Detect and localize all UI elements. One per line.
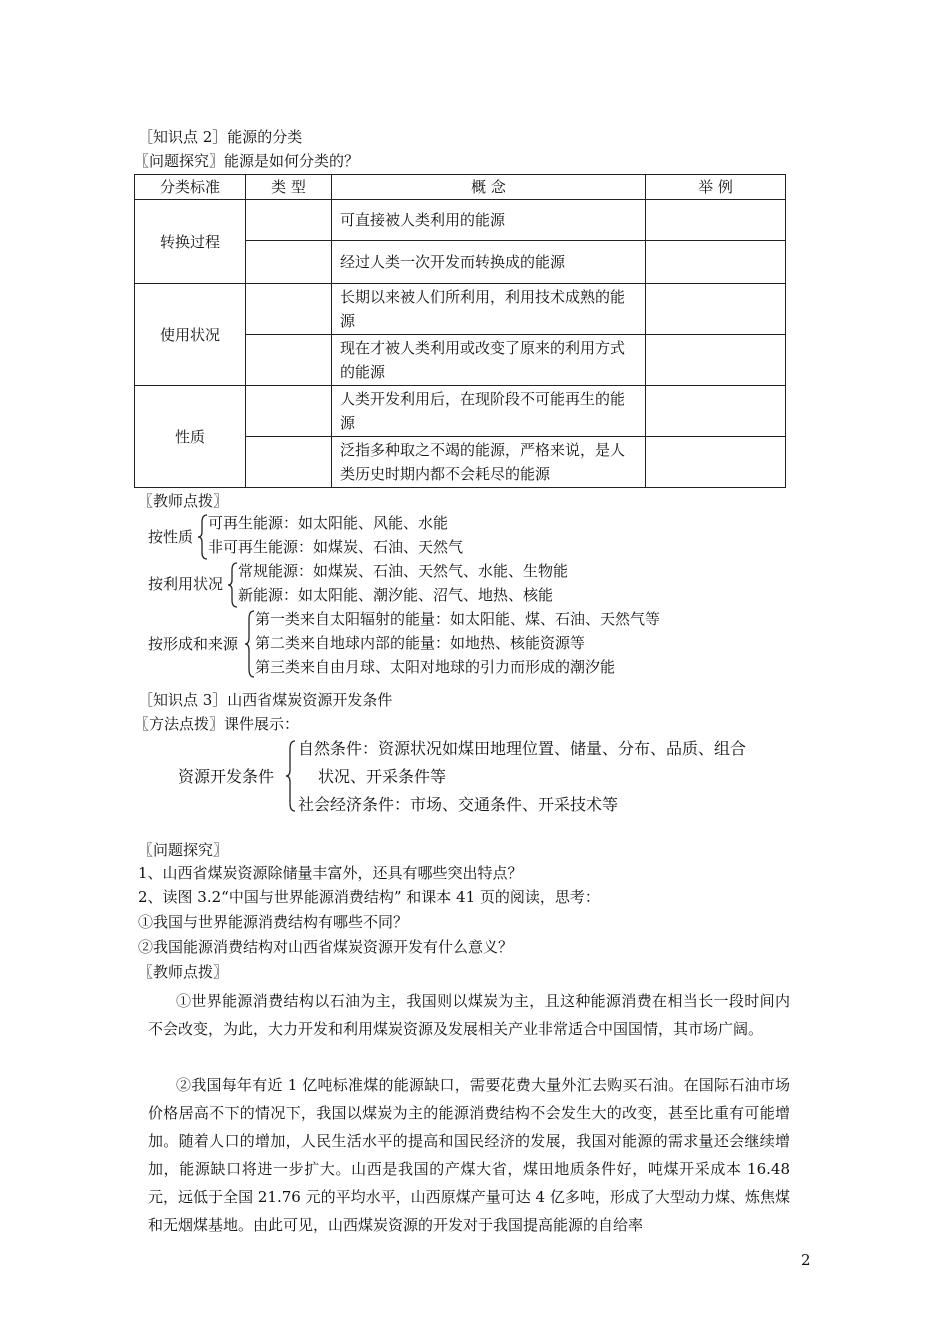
table-cell-standard: 性质 bbox=[135, 386, 246, 488]
left-brace-icon bbox=[198, 514, 208, 560]
table-cell-example bbox=[646, 386, 786, 437]
group-item: 第三类来自由月球、太阳对地球的引力而形成的潮汐能 bbox=[255, 658, 616, 676]
table-cell-example bbox=[646, 437, 786, 488]
table-cell-type bbox=[246, 386, 332, 437]
diagram-item: 社会经济条件：市场、交通条件、开采技术等 bbox=[298, 795, 619, 814]
paragraph: ②我国每年有近 1 亿吨标准煤的能源缺口，需要花费大量外汇去购买石油。在国际石油市场价格居高不下的情况下，我国以煤炭为主的能源消费结构不会发生大的改变，甚至比重有可能增加。随着人口的增加，人民生活水平的提高和国民经济的发展，我国对能源的需求量还会继续增加，能源缺口将进一步扩大。山西是我国的产煤大省，煤田地质条件好，吨煤开采成本 16.48 元，远低于全国 21.76 元的平均水平，山西原煤产量可达 4 亿多吨，形成了大型动力煤、炼焦煤和无烟煤基地。由此可见，山西煤炭资源的开发对于我国提高能源的自给率 bbox=[148, 1076, 790, 1234]
table-row bbox=[135, 386, 786, 437]
table-cell-concept: 泛指多种取之不竭的能源，严格来说，是人类历史时期内都不会耗尽的能源 bbox=[332, 437, 646, 488]
table-cell-concept: 长期以来被人们所利用，利用技术成熟的能源 bbox=[332, 284, 646, 335]
group-label: 按性质 bbox=[148, 528, 194, 546]
group-item: 可再生能源：如太阳能、风能、水能 bbox=[208, 514, 449, 532]
table-cell-standard: 转换过程 bbox=[135, 200, 246, 284]
teacher-hint-heading: 〖教师点拨〗 bbox=[138, 492, 229, 510]
resource-development-diagram bbox=[178, 736, 778, 818]
group-item: 第二类来自地球内部的能量：如地热、核能资源等 bbox=[255, 634, 586, 652]
table-header: 分类标准 bbox=[135, 175, 246, 200]
question-2b: ②我国能源消费结构对山西省煤炭资源开发有什么意义？ bbox=[138, 938, 514, 956]
paragraph: ①世界能源消费结构以石油为主，我国则以煤炭为主，且这种能源消费在相当长一段时间内不会改变，为此，大力开发和利用煤炭资源及发展相关产业非常适合中国国情，其市场广阔。 bbox=[148, 992, 790, 1038]
table-cell-example bbox=[646, 335, 786, 386]
table-header-row bbox=[135, 175, 786, 200]
inquiry-heading: 〖问题探究〗 bbox=[138, 841, 229, 859]
section-heading: ［知识点 2］能源的分类 bbox=[138, 128, 303, 146]
table-cell-type bbox=[246, 200, 332, 241]
diagram-label: 资源开发条件 bbox=[178, 767, 275, 786]
group-label: 按利用状况 bbox=[148, 575, 224, 593]
table-cell-concept: 可直接被人类利用的能源 bbox=[332, 200, 646, 241]
left-brace-icon bbox=[286, 740, 296, 812]
group-item: 第一类来自太阳辐射的能量：如太阳能、煤、石油、天然气等 bbox=[255, 610, 661, 628]
classification-table bbox=[134, 174, 786, 488]
table-header: 概 念 bbox=[332, 175, 646, 200]
diagram-item: 状况、开采条件等 bbox=[318, 767, 447, 786]
energy-classification-diagram bbox=[148, 512, 668, 680]
teacher-hint-heading: 〖教师点拨〗 bbox=[138, 963, 229, 981]
table-cell-type bbox=[246, 335, 332, 386]
table-row bbox=[135, 200, 786, 241]
group-item: 新能源：如太阳能、潮汐能、沼气、地热、核能 bbox=[238, 586, 554, 604]
table-cell-type bbox=[246, 437, 332, 488]
table-row bbox=[135, 284, 786, 335]
table-cell-standard: 使用状况 bbox=[135, 284, 246, 386]
page-number: 2 bbox=[801, 1251, 811, 1269]
group-item: 非可再生能源：如煤炭、石油、天然气 bbox=[208, 538, 464, 556]
diagram-item: 自然条件：资源状况如煤田地理位置、储量、分布、品质、组合 bbox=[298, 739, 747, 758]
table-header: 举 例 bbox=[646, 175, 786, 200]
group-item: 常规能源：如煤炭、石油、天然气、水能、生物能 bbox=[238, 562, 569, 580]
question-2: 2、读图 3.2“中国与世界能源消费结构” 和课本 41 页的阅读，思考： bbox=[138, 888, 600, 906]
table-cell-type bbox=[246, 284, 332, 335]
section-heading: ［知识点 3］山西省煤炭资源开发条件 bbox=[138, 691, 393, 709]
table-cell-example bbox=[646, 241, 786, 284]
question-heading: 〖问题探究〗能源是如何分类的？ bbox=[134, 152, 360, 170]
group-label: 按形成和来源 bbox=[148, 635, 239, 653]
table-header: 类 型 bbox=[246, 175, 332, 200]
table-cell-example bbox=[646, 284, 786, 335]
table-cell-example bbox=[646, 200, 786, 241]
table-cell-type bbox=[246, 241, 332, 284]
question-1: 1、山西省煤炭资源除储量丰富外，还具有哪些突出特点？ bbox=[138, 864, 523, 882]
left-brace-icon bbox=[245, 610, 255, 678]
table-cell-concept: 现在才被人类利用或改变了原来的利用方式的能源 bbox=[332, 335, 646, 386]
left-brace-icon bbox=[228, 562, 238, 608]
question-2a: ①我国与世界能源消费结构有哪些不同？ bbox=[138, 913, 409, 931]
table-cell-concept: 人类开发利用后，在现阶段不可能再生的能源 bbox=[332, 386, 646, 437]
table-cell-concept: 经过人类一次开发而转换成的能源 bbox=[332, 241, 646, 284]
method-heading: 〖方法点拨〗课件展示： bbox=[134, 715, 300, 733]
